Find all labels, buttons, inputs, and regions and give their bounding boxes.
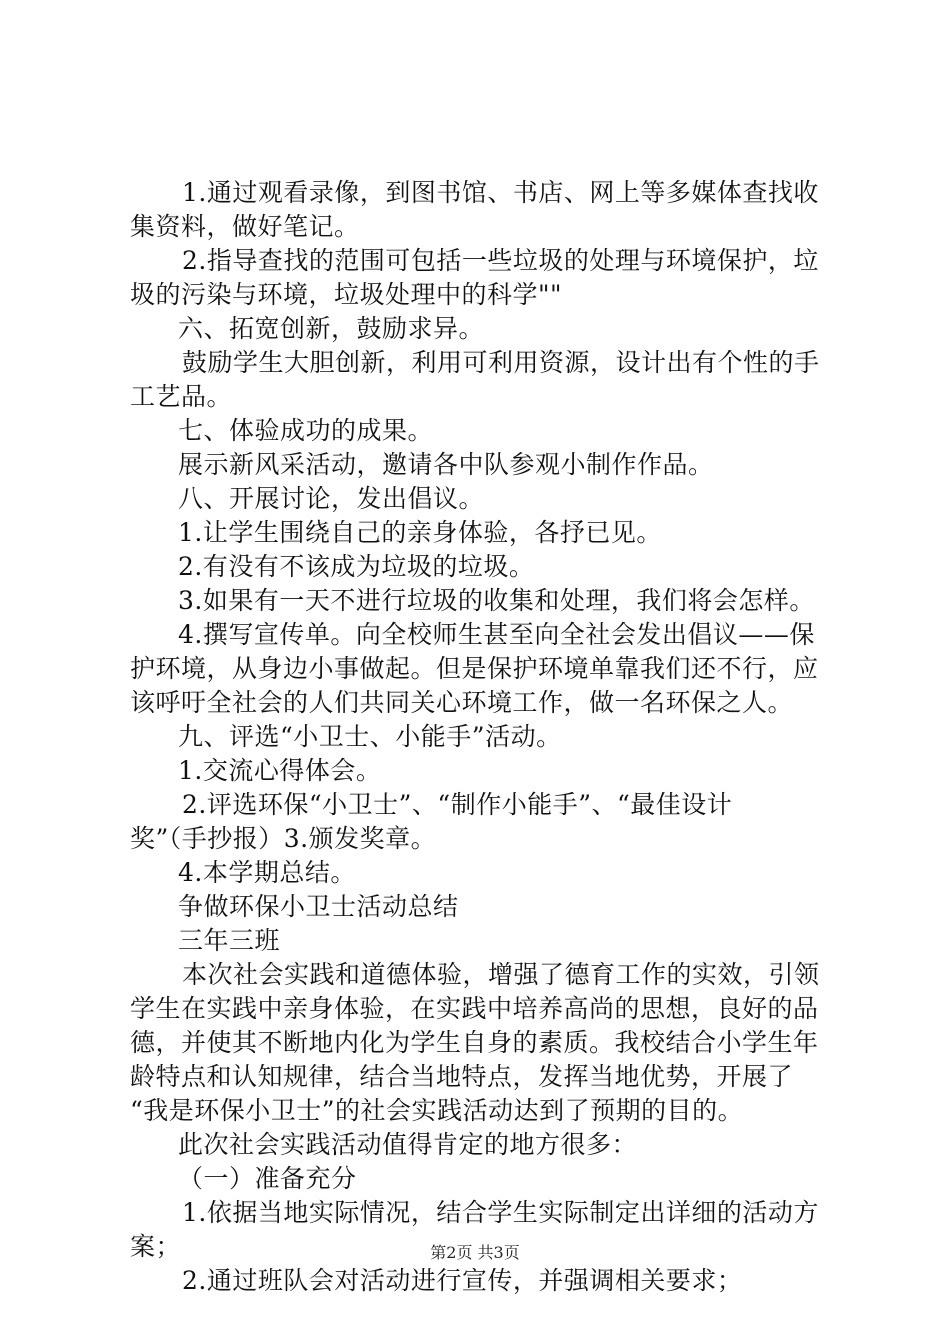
text-line: 展示新风采活动，邀请各中队参观小制作作品。 <box>178 450 714 479</box>
text-line: 鼓励学生大胆创新，利用可利用资源，设计出有个性的手 <box>182 348 820 377</box>
text-line: 学生在实践中亲身体验，在实践中培养高尚的思想，良好的品 <box>130 994 819 1023</box>
text-line: 1.通过观看录像，到图书馆、书店、网上等多媒体查找收 <box>182 178 819 207</box>
text-line: 八、开展讨论，发出倡议。 <box>178 484 485 513</box>
text-line: 1.依据当地实际情况，结合学生实际制定出详细的活动方 <box>182 1198 819 1227</box>
text-line: 1.交流心得体会。 <box>178 756 382 785</box>
text-line: 此次社会实践活动值得肯定的地方很多： <box>178 1130 638 1159</box>
text-line: 4.撰写宣传单。向全校师生甚至向全社会发出倡议——保 <box>178 620 815 649</box>
text-line: 集资料，做好笔记。 <box>130 212 360 241</box>
text-line: 工艺品。 <box>130 382 233 411</box>
text-line: 争做环保小卫士活动总结 <box>178 892 459 921</box>
text-line: 七、体验成功的成果。 <box>178 416 434 445</box>
text-line: 案； <box>130 1232 182 1261</box>
text-line: 九、评选“小卫士、小能手”活动。 <box>178 722 562 751</box>
document-body <box>130 176 830 1298</box>
text-line: 2.评选环保“小卫士”、“制作小能手”、“最佳设计 <box>182 790 733 819</box>
text-line: 4.本学期总结。 <box>178 858 356 887</box>
text-line: （一）准备充分 <box>178 1164 357 1193</box>
text-line: “我是环保小卫士”的社会实践活动达到了预期的目的。 <box>130 1096 744 1125</box>
text-line: 护环境，从身边小事做起。但是保护环境单靠我们还不行，应 <box>130 654 819 683</box>
text-line: 1.让学生围绕自己的亲身体验，各抒已见。 <box>178 518 662 547</box>
text-line: 圾的污染与环境，垃圾处理中的科学"" <box>130 280 562 309</box>
text-line: 奖”（手抄报）3.颁发奖章。 <box>130 824 437 853</box>
text-line: 2.通过班队会对活动进行宣传，并强调相关要求； <box>182 1266 743 1295</box>
page-footer: 第2页 共3页 <box>430 1243 520 1262</box>
text-line: 德，并使其不断地内化为学生自身的素质。我校结合小学生年 <box>130 1028 819 1057</box>
text-line: 本次社会实践和道德体验，增强了德育工作的实效，引领 <box>182 960 820 989</box>
text-line: 六、拓宽创新，鼓励求异。 <box>178 314 485 343</box>
text-line: 2.有没有不该成为垃圾的垃圾。 <box>178 552 535 581</box>
text-line: 2.指导查找的范围可包括一些垃圾的处理与环境保护，垃 <box>182 246 819 275</box>
text-line: 3.如果有一天不进行垃圾的收集和处理，我们将会怎样。 <box>178 586 815 615</box>
text-line: 龄特点和认知规律，结合当地特点，发挥当地优势，开展了 <box>130 1062 794 1091</box>
text-line: 三年三班 <box>178 926 281 955</box>
text-line: 该呼吁全社会的人们共同关心环境工作，做一名环保之人。 <box>130 688 794 717</box>
